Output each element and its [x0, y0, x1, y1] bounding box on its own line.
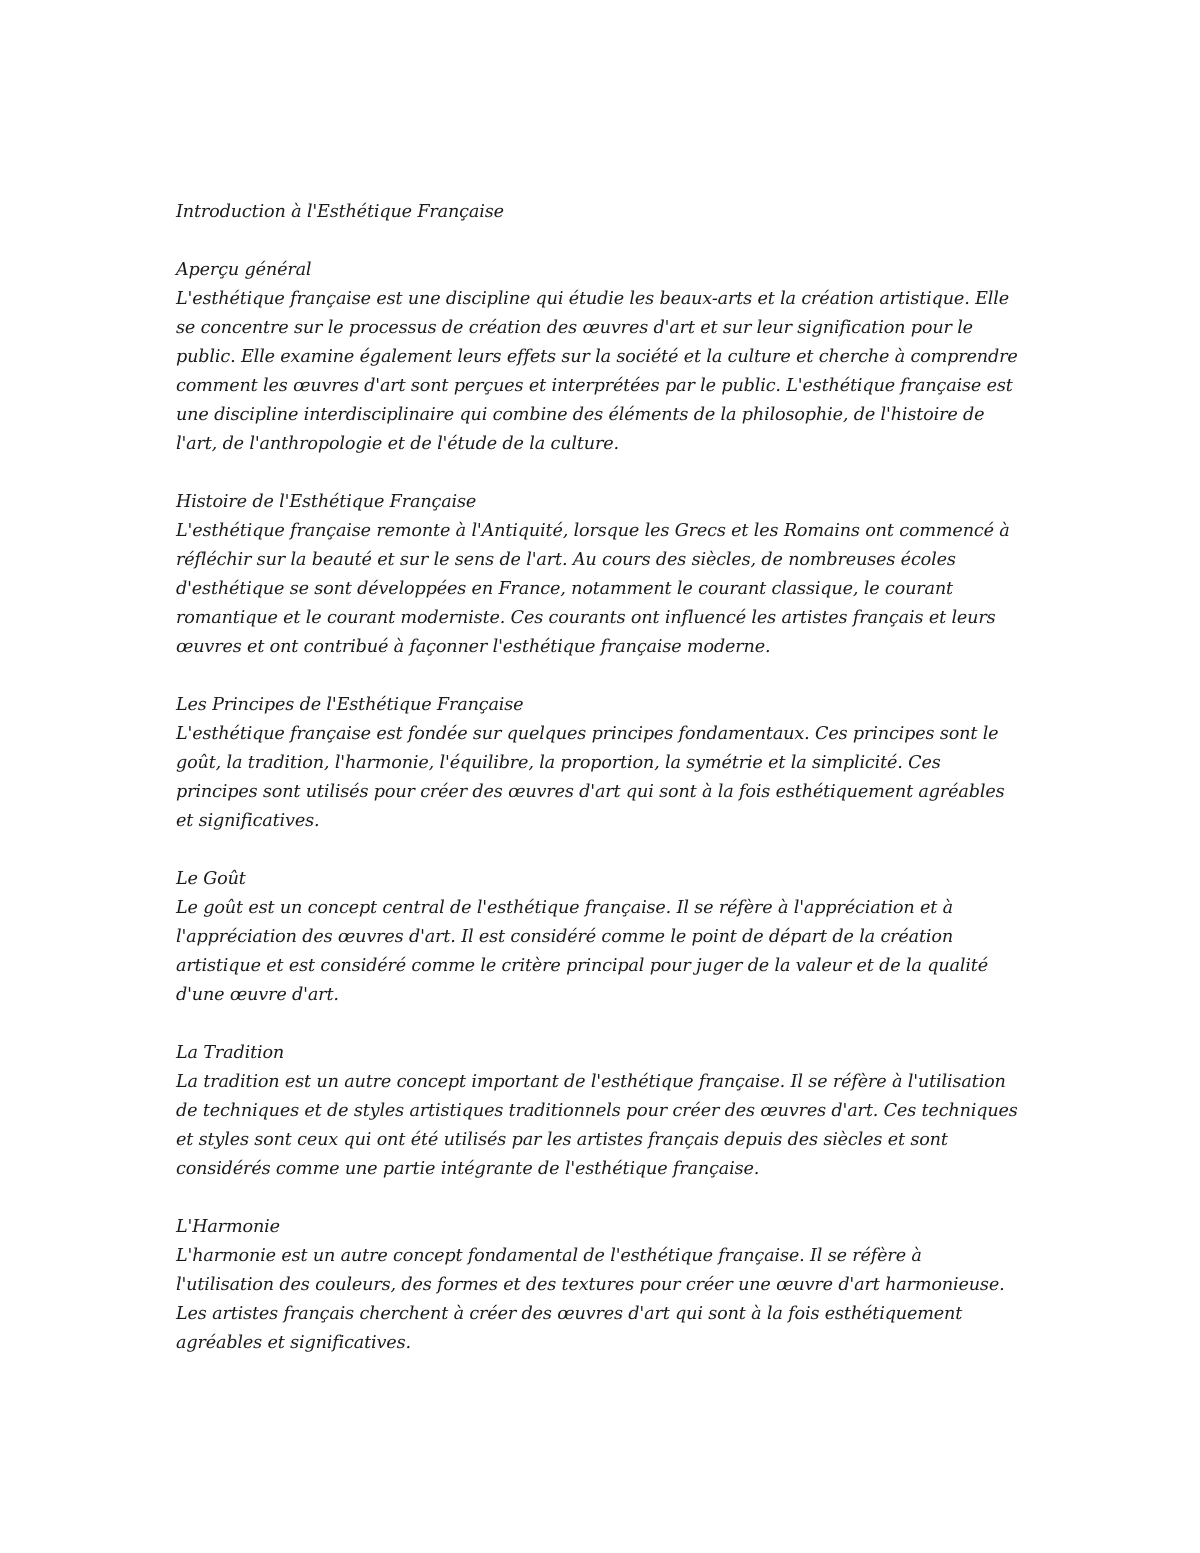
section-tradition	[176, 1039, 1036, 1184]
paragraph-line: se concentre sur le processus de création des œuvres d'art et sur leur signification pour le	[176, 318, 973, 338]
paragraph-line: d'esthétique se sont développées en France, notamment le courant classique, le courant	[176, 579, 953, 599]
section-heading: Le Goût	[176, 869, 246, 889]
paragraph-line: une discipline interdisciplinaire qui combine des éléments de la philosophie, de l'histoire de	[176, 405, 985, 425]
section-apercu-general	[176, 256, 1036, 459]
section-principes	[176, 691, 1036, 836]
paragraph-line: L'harmonie est un autre concept fondamental de l'esthétique française. Il se réfère à	[176, 1246, 922, 1266]
section-heading: Histoire de l'Esthétique Française	[176, 492, 477, 512]
paragraph-line: goût, la tradition, l'harmonie, l'équilibre, la proportion, la symétrie et la simplicité. Ces	[176, 753, 941, 773]
section-heading: La Tradition	[176, 1043, 285, 1063]
paragraph-line: public. Elle examine également leurs effets sur la société et la culture et cherche à comprendre	[176, 347, 1018, 367]
paragraph-line: de techniques et de styles artistiques traditionnels pour créer des œuvres d'art. Ces techniques	[176, 1101, 1018, 1121]
section-heading: L'Harmonie	[176, 1217, 280, 1237]
section-gout	[176, 865, 1036, 1010]
section-histoire	[176, 488, 1036, 662]
document-body	[176, 198, 1036, 1387]
paragraph-line: Le goût est un concept central de l'esthétique française. Il se réfère à l'appréciation et à	[176, 898, 953, 918]
section-heading: Les Principes de l'Esthétique Française	[176, 695, 524, 715]
paragraph-line: et styles sont ceux qui ont été utilisés par les artistes français depuis des siècles et sont	[176, 1130, 948, 1150]
paragraph-line: Les artistes français cherchent à créer des œuvres d'art qui sont à la fois esthétiquement	[176, 1304, 963, 1324]
paragraph-line: considérés comme une partie intégrante de l'esthétique française.	[176, 1159, 760, 1179]
paragraph-line: romantique et le courant moderniste. Ces courants ont influencé les artistes français et leurs	[176, 608, 996, 628]
paragraph-line: l'appréciation des œuvres d'art. Il est considéré comme le point de départ de la création	[176, 927, 954, 947]
paragraph-line: principes sont utilisés pour créer des œuvres d'art qui sont à la fois esthétiquement agréables	[176, 782, 1005, 802]
paragraph-line: comment les œuvres d'art sont perçues et interprétées par le public. L'esthétique française est	[176, 376, 1013, 396]
section-heading: Aperçu général	[176, 260, 312, 280]
document-title: Introduction à l'Esthétique Française	[176, 202, 504, 222]
paragraph-line: l'utilisation des couleurs, des formes et des textures pour créer une œuvre d'art harmonieuse.	[176, 1275, 1005, 1295]
paragraph-line: L'esthétique française est fondée sur quelques principes fondamentaux. Ces principes sont le	[176, 724, 999, 744]
paragraph-line: et significatives.	[176, 811, 320, 831]
paragraph-line: l'art, de l'anthropologie et de l'étude de la culture.	[176, 434, 619, 454]
paragraph-line: La tradition est un autre concept important de l'esthétique française. Il se réfère à l'utilisation	[176, 1072, 1006, 1092]
paragraph-line: réfléchir sur la beauté et sur le sens de l'art. Au cours des siècles, de nombreuses écoles	[176, 550, 956, 570]
paragraph-line: artistique et est considéré comme le critère principal pour juger de la valeur et de la qualité	[176, 956, 988, 976]
paragraph-line: L'esthétique française est une discipline qui étudie les beaux-arts et la création artistique. Elle	[176, 289, 1009, 309]
paragraph-line: L'esthétique française remonte à l'Antiquité, lorsque les Grecs et les Romains ont commencé à	[176, 521, 1010, 541]
paragraph-line: d'une œuvre d'art.	[176, 985, 339, 1005]
paragraph-line: agréables et significatives.	[176, 1333, 411, 1353]
section-harmonie	[176, 1213, 1036, 1358]
paragraph-line: œuvres et ont contribué à façonner l'esthétique française moderne.	[176, 637, 771, 657]
